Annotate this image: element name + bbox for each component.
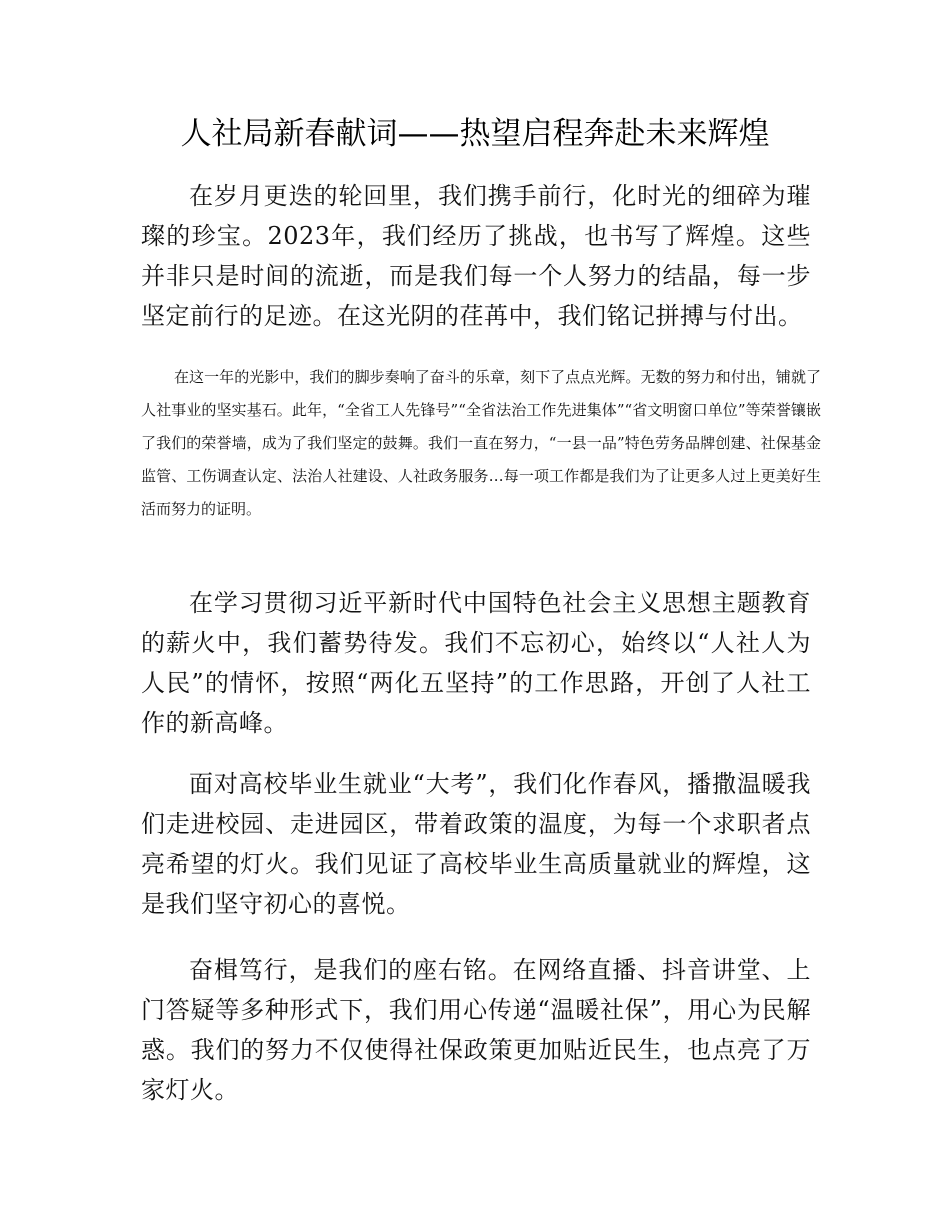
document-title: 人社局新春献词——热望启程奔赴未来辉煌 <box>180 116 770 152</box>
paragraph-4: 面对高校毕业生就业“大考”，我们化作春风，播撒温暖我们走进校园、走进园区，带着政策的温度，为每一个求职者点亮希望的灯火。我们见证了高校毕业生高质量就业的辉煌，这是我们坚守初心的喜悦。 <box>141 770 811 918</box>
paragraph-2: 在这一年的光影中，我们的脚步奏响了奋斗的乐章，刻下了点点光辉。无数的努力和付出，铺就了人社事业的坚实基石。此年，“全省工人先锋号”“全省法治工作先进集体”“省文明窗口单位”等荣誉镶嵌了我们的荣誉墙，成为了我们坚定的鼓舞。我们一直在努力，“一县一品”特色劳务品牌创建、社保基金监管、工伤调查认定、法治人社建设、人社政务服务…每一项工作都是我们为了让更多人过上更美好生活而努力的证明。 <box>141 368 821 518</box>
paragraph-1: 在岁月更迭的轮回里，我们携手前行，化时光的细碎为璀璨的珍宝。2023年，我们经历了挑战，也书写了辉煌。这些并非只是时间的流逝，而是我们每一个人努力的结晶，每一步坚定前行的足迹。在这光阴的荏苒中，我们铭记拼搏与付出。 <box>141 182 811 330</box>
paragraph-3: 在学习贯彻习近平新时代中国特色社会主义思想主题教育的薪火中，我们蓄势待发。我们不忘初心，始终以“人社人为人民”的情怀，按照“两化五坚持”的工作思路，开创了人社工作的新高峰。 <box>141 589 811 737</box>
paragraph-5: 奋楫笃行，是我们的座右铭。在网络直播、抖音讲堂、上门答疑等多种形式下，我们用心传递“温暖社保”，用心为民解惑。我们的努力不仅使得社保政策更加贴近民生，也点亮了万家灯火。 <box>141 956 811 1104</box>
